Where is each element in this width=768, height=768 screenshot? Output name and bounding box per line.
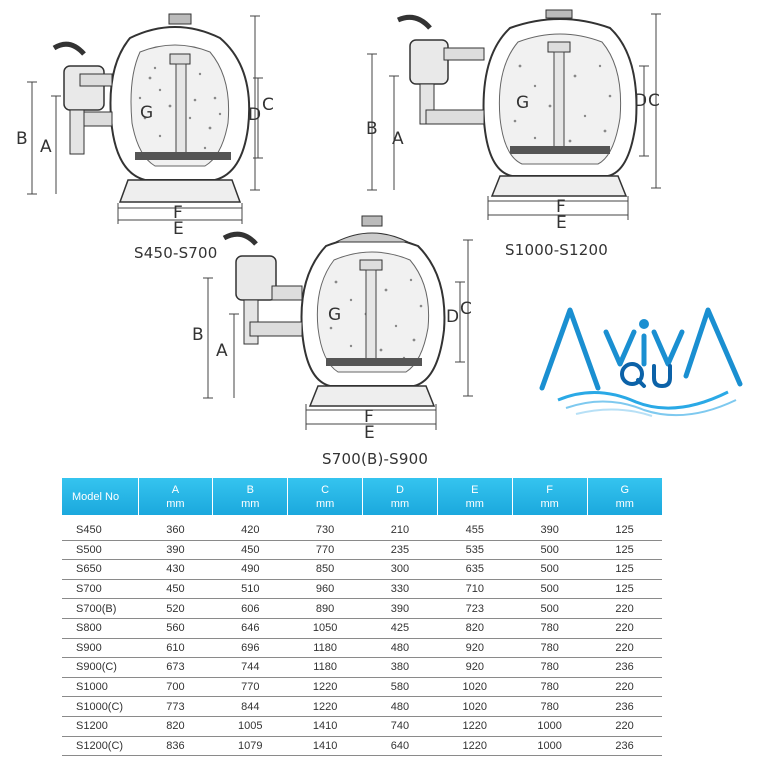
value-cell: 236 <box>587 736 662 756</box>
dim-label-b: B <box>16 129 28 149</box>
dim-label-d: D <box>634 91 648 111</box>
dim-label-g: G <box>516 93 530 113</box>
value-cell: 710 <box>437 579 512 599</box>
diagram-caption-s700b-s900: S700(B)-S900 <box>322 450 429 468</box>
filter-diagram-s1000-s1200 <box>360 6 670 231</box>
dim-label-d: D <box>248 105 262 125</box>
dim-label-e: E <box>556 213 567 231</box>
value-cell: 770 <box>213 677 288 697</box>
model-cell: S800 <box>62 618 138 638</box>
value-cell: 635 <box>437 560 512 580</box>
table-row <box>62 618 662 638</box>
diagram-caption-s450-s700: S450-S700 <box>134 244 218 262</box>
value-cell: 850 <box>288 560 363 580</box>
value-cell: 820 <box>437 618 512 638</box>
model-cell: S900 <box>62 638 138 658</box>
value-cell: 125 <box>587 560 662 580</box>
value-cell: 1020 <box>437 697 512 717</box>
header-g: G mm <box>587 478 662 515</box>
header-d: D mm <box>363 478 438 515</box>
value-cell: 730 <box>288 515 363 540</box>
table-row <box>62 716 662 736</box>
value-cell: 450 <box>213 540 288 560</box>
table-row <box>62 579 662 599</box>
value-cell: 1220 <box>437 736 512 756</box>
value-cell: 500 <box>512 560 587 580</box>
header-f: F mm <box>512 478 587 515</box>
dim-label-e: E <box>364 423 375 443</box>
header-model-no: Model No <box>62 478 138 515</box>
value-cell: 236 <box>587 658 662 678</box>
specification-table <box>62 478 662 756</box>
value-cell: 723 <box>437 599 512 619</box>
value-cell: 510 <box>213 579 288 599</box>
value-cell: 1180 <box>288 658 363 678</box>
value-cell: 696 <box>213 638 288 658</box>
value-cell: 480 <box>363 638 438 658</box>
value-cell: 535 <box>437 540 512 560</box>
value-cell: 430 <box>138 560 213 580</box>
table-row <box>62 677 662 697</box>
table-header-row <box>62 478 662 515</box>
table-row <box>62 697 662 717</box>
dim-label-g: G <box>140 103 154 123</box>
value-cell: 455 <box>437 515 512 540</box>
value-cell: 1050 <box>288 618 363 638</box>
model-cell: S1200 <box>62 716 138 736</box>
table-row <box>62 515 662 540</box>
value-cell: 780 <box>512 658 587 678</box>
value-cell: 220 <box>587 677 662 697</box>
value-cell: 125 <box>587 515 662 540</box>
dim-label-a: A <box>392 129 404 149</box>
value-cell: 646 <box>213 618 288 638</box>
value-cell: 740 <box>363 716 438 736</box>
value-cell: 1410 <box>288 736 363 756</box>
dim-label-a: A <box>216 341 228 361</box>
value-cell: 1220 <box>288 677 363 697</box>
value-cell: 330 <box>363 579 438 599</box>
model-cell: S500 <box>62 540 138 560</box>
value-cell: 390 <box>138 540 213 560</box>
value-cell: 920 <box>437 658 512 678</box>
value-cell: 1020 <box>437 677 512 697</box>
value-cell: 780 <box>512 638 587 658</box>
value-cell: 890 <box>288 599 363 619</box>
header-c: C mm <box>288 478 363 515</box>
value-cell: 960 <box>288 579 363 599</box>
header-a: A mm <box>138 478 213 515</box>
value-cell: 220 <box>587 638 662 658</box>
dim-label-f: F <box>173 203 183 223</box>
value-cell: 780 <box>512 618 587 638</box>
value-cell: 220 <box>587 618 662 638</box>
table-row <box>62 599 662 619</box>
value-cell: 220 <box>587 716 662 736</box>
table-row <box>62 540 662 560</box>
dim-label-f: F <box>364 407 374 427</box>
model-cell: S1000 <box>62 677 138 697</box>
value-cell: 1000 <box>512 716 587 736</box>
value-cell: 1410 <box>288 716 363 736</box>
value-cell: 420 <box>213 515 288 540</box>
value-cell: 770 <box>288 540 363 560</box>
value-cell: 390 <box>363 599 438 619</box>
value-cell: 744 <box>213 658 288 678</box>
dim-label-f: F <box>556 197 566 217</box>
value-cell: 360 <box>138 515 213 540</box>
value-cell: 580 <box>363 677 438 697</box>
value-cell: 500 <box>512 579 587 599</box>
value-cell: 210 <box>363 515 438 540</box>
value-cell: 1000 <box>512 736 587 756</box>
value-cell: 220 <box>587 599 662 619</box>
diagram-caption-s1000-s1200: S1000-S1200 <box>505 241 609 259</box>
table-row <box>62 560 662 580</box>
table-row <box>62 638 662 658</box>
aviva-aqua-logo <box>536 296 750 420</box>
value-cell: 125 <box>587 579 662 599</box>
dim-label-e: E <box>173 219 184 238</box>
value-cell: 1180 <box>288 638 363 658</box>
value-cell: 480 <box>363 697 438 717</box>
model-cell: S450 <box>62 515 138 540</box>
value-cell: 490 <box>213 560 288 580</box>
value-cell: 520 <box>138 599 213 619</box>
value-cell: 500 <box>512 599 587 619</box>
value-cell: 640 <box>363 736 438 756</box>
table-row <box>62 736 662 756</box>
value-cell: 390 <box>512 515 587 540</box>
value-cell: 125 <box>587 540 662 560</box>
model-cell: S1200(C) <box>62 736 138 756</box>
header-b: B mm <box>213 478 288 515</box>
value-cell: 673 <box>138 658 213 678</box>
value-cell: 236 <box>587 697 662 717</box>
value-cell: 920 <box>437 638 512 658</box>
value-cell: 500 <box>512 540 587 560</box>
dim-label-b: B <box>192 325 204 345</box>
table-row <box>62 658 662 678</box>
filter-diagram-s700b-s900 <box>186 210 486 445</box>
value-cell: 773 <box>138 697 213 717</box>
value-cell: 1220 <box>288 697 363 717</box>
value-cell: 780 <box>512 677 587 697</box>
value-cell: 844 <box>213 697 288 717</box>
value-cell: 700 <box>138 677 213 697</box>
value-cell: 610 <box>138 638 213 658</box>
model-cell: S700 <box>62 579 138 599</box>
dim-label-d: D <box>446 307 460 327</box>
value-cell: 836 <box>138 736 213 756</box>
model-cell: S1000(C) <box>62 697 138 717</box>
value-cell: 450 <box>138 579 213 599</box>
value-cell: 300 <box>363 560 438 580</box>
header-e: E mm <box>437 478 512 515</box>
value-cell: 1079 <box>213 736 288 756</box>
dim-label-b: B <box>366 119 378 139</box>
value-cell: 1220 <box>437 716 512 736</box>
value-cell: 425 <box>363 618 438 638</box>
dim-label-c: C <box>262 95 274 115</box>
model-cell: S900(C) <box>62 658 138 678</box>
dim-label-g: G <box>328 305 342 325</box>
model-cell: S700(B) <box>62 599 138 619</box>
value-cell: 235 <box>363 540 438 560</box>
dim-label-a: A <box>40 137 52 157</box>
value-cell: 560 <box>138 618 213 638</box>
model-cell: S650 <box>62 560 138 580</box>
filter-diagram-s450-s700 <box>10 8 280 238</box>
value-cell: 780 <box>512 697 587 717</box>
value-cell: 606 <box>213 599 288 619</box>
dim-label-c: C <box>648 91 660 111</box>
value-cell: 820 <box>138 716 213 736</box>
value-cell: 380 <box>363 658 438 678</box>
value-cell: 1005 <box>213 716 288 736</box>
dim-label-c: C <box>460 299 472 319</box>
